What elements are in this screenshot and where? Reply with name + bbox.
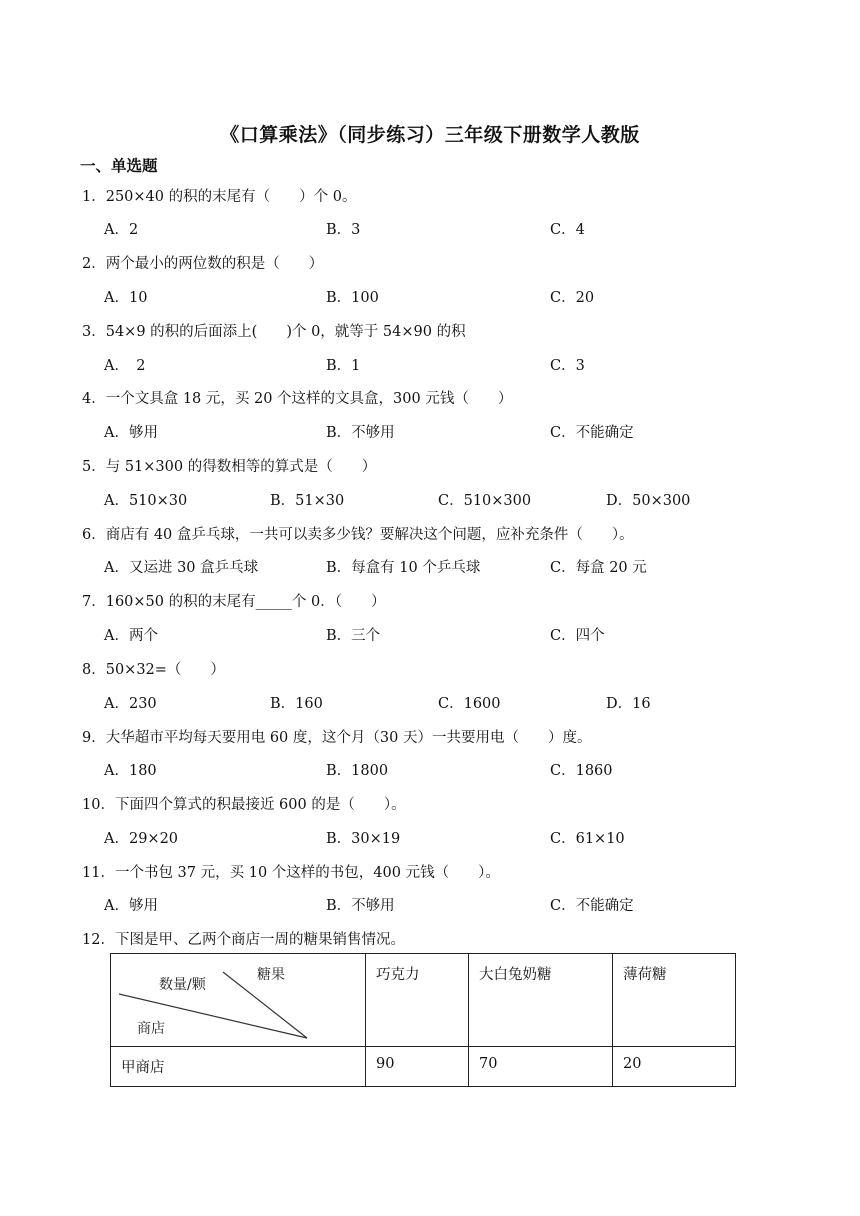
q10-option-b[interactable]: B．30×19 (326, 831, 401, 847)
corner-label-store: 商店 (137, 1021, 165, 1037)
question-5: 5．与 51×300 的得数相等的算式是（ ） (82, 459, 377, 475)
diagonal-header (111, 954, 365, 1046)
q5-option-b[interactable]: B．51×30 (270, 493, 345, 509)
q4-option-c[interactable]: C．不能确定 (550, 425, 634, 441)
page-title: 《口算乘法》（同步练习）三年级下册数学人教版 (220, 124, 640, 146)
q5-option-c[interactable]: C．510×300 (438, 493, 532, 509)
table-cell: 70 (469, 1047, 613, 1087)
q11-option-a[interactable]: A．够用 (104, 898, 158, 914)
table-header-row (111, 954, 736, 1047)
q3-option-a[interactable]: A． 2 (104, 358, 146, 374)
q11-option-b[interactable]: B．不够用 (326, 898, 395, 914)
q6-option-c[interactable]: C．每盒 20 元 (550, 560, 647, 576)
question-2: 2．两个最小的两位数的积是（ ） (82, 256, 324, 272)
q3-option-b[interactable]: B．1 (326, 358, 361, 374)
q8-option-a[interactable]: A．230 (104, 696, 157, 712)
table-cell: 20 (613, 1047, 736, 1087)
question-6: 6．商店有 40 盒乒乓球，一共可以卖多少钱？要解决这个问题，应补充条件（ ）。 (82, 527, 634, 543)
question-12: 12．下图是甲、乙两个商店一周的糖果销售情况。 (82, 932, 405, 948)
q10-option-a[interactable]: A．29×20 (104, 831, 179, 847)
corner-label-candy: 糖果 (257, 967, 285, 983)
corner-label-quantity: 数量/颗 (159, 977, 206, 993)
q5-option-a[interactable]: A．510×30 (104, 493, 188, 509)
q1-option-b[interactable]: B．3 (326, 222, 361, 238)
column-header: 薄荷糖 (613, 954, 736, 1047)
question-8: 8．50×32=（ ） (82, 662, 225, 678)
column-header: 巧克力 (366, 954, 469, 1047)
column-header: 大白兔奶糖 (469, 954, 613, 1047)
q5-option-d[interactable]: D．50×300 (606, 493, 691, 509)
row-store-name: 甲商店 (111, 1047, 366, 1087)
q7-option-a[interactable]: A．两个 (104, 628, 158, 644)
table-row (111, 1047, 736, 1087)
q9-option-b[interactable]: B．1800 (326, 763, 389, 779)
question-10: 10．下面四个算式的积最接近 600 的是（ ）。 (82, 797, 406, 813)
q7-option-b[interactable]: B．三个 (326, 628, 381, 644)
section-heading: 一、单选题 (80, 157, 158, 175)
q8-option-b[interactable]: B．160 (270, 696, 323, 712)
question-9: 9．大华超市平均每天要用电 60 度，这个月（30 天）一共要用电（ ）度。 (82, 730, 592, 746)
q4-option-a[interactable]: A．够用 (104, 425, 158, 441)
q9-option-a[interactable]: A．180 (104, 763, 157, 779)
q10-option-c[interactable]: C．61×10 (550, 831, 625, 847)
q8-option-d[interactable]: D．16 (606, 696, 651, 712)
question-1: 1．250×40 的积的末尾有（ ）个 0。 (82, 189, 357, 205)
question-11: 11．一个书包 37 元，买 10 个这样的书包，400 元钱（ ）。 (82, 865, 500, 881)
q4-option-b[interactable]: B．不够用 (326, 425, 395, 441)
question-3: 3．54×9 的积的后面添上( )个 0，就等于 54×90 的积 (82, 324, 466, 340)
question-7: 7．160×50 的积的末尾有_____个 0．（ ） (82, 594, 386, 610)
q8-option-c[interactable]: C．1600 (438, 696, 501, 712)
q2-option-b[interactable]: B．100 (326, 290, 379, 306)
q2-option-c[interactable]: C．20 (550, 290, 595, 306)
question-4: 4．一个文具盒 18 元，买 20 个这样的文具盒，300 元钱（ ） (82, 391, 513, 407)
table-corner-cell (111, 954, 366, 1047)
q9-option-c[interactable]: C．1860 (550, 763, 613, 779)
q1-option-c[interactable]: C．4 (550, 222, 585, 238)
q2-option-a[interactable]: A．10 (104, 290, 148, 306)
q3-option-c[interactable]: C．3 (550, 358, 585, 374)
q1-option-a[interactable]: A．2 (104, 222, 139, 238)
q7-option-c[interactable]: C．四个 (550, 628, 605, 644)
q11-option-c[interactable]: C．不能确定 (550, 898, 634, 914)
q6-option-a[interactable]: A．又运进 30 盒乒乓球 (104, 560, 259, 576)
candy-sales-table (110, 953, 736, 1087)
q6-option-b[interactable]: B．每盒有 10 个乒乓球 (326, 560, 481, 576)
table-cell: 90 (366, 1047, 469, 1087)
